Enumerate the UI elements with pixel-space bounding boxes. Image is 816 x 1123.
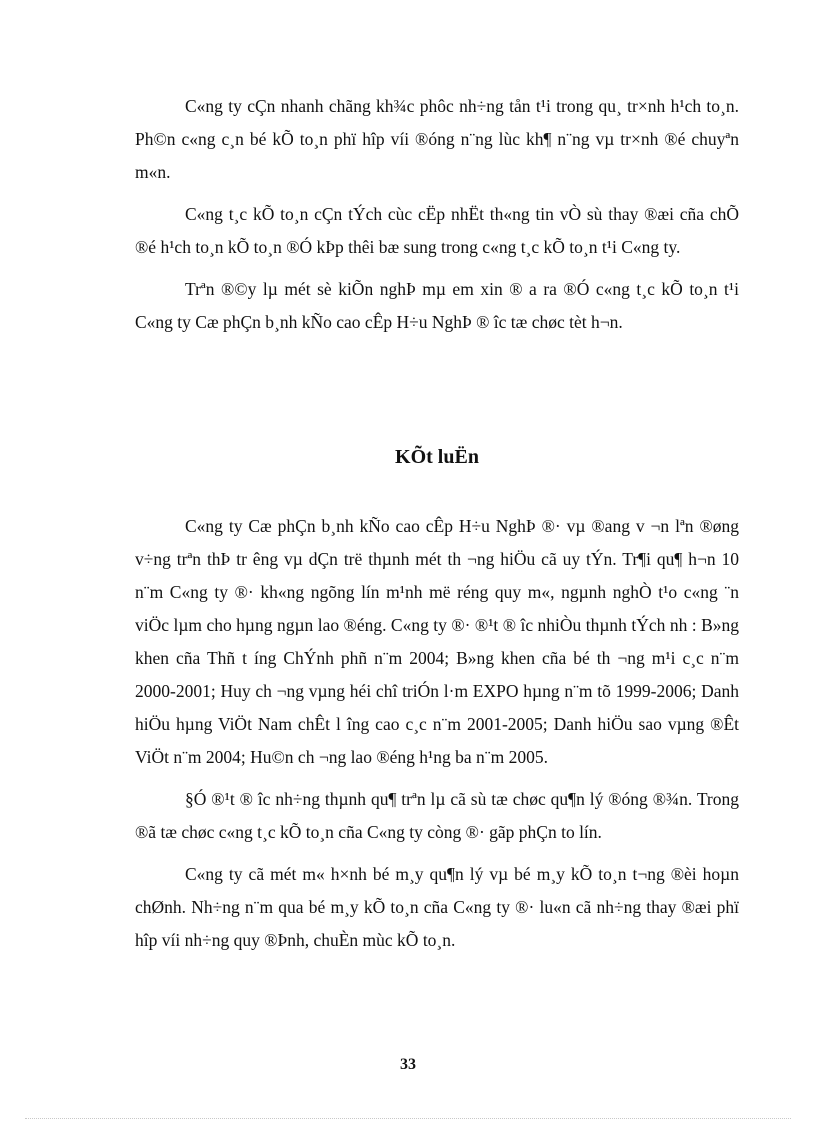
intro-section	[135, 90, 739, 348]
paragraph: Trªn ®©y lµ mét sè kiÕn nghÞ mµ em xin ® a ra ®Ó c«ng t¸c kÕ to¸n t¹i C«ng ty Cæ phÇn b¸nh kÑo cao cÊp H÷u NghÞ ® îc tæ chøc tèt h¬n.	[135, 279, 739, 332]
paragraph: C«ng ty Cæ phÇn b¸nh kÑo cao cÊp H÷u NghÞ ®· vµ ®ang v ¬n lªn ®øng v÷ng trªn thÞ tr êng vµ dÇn trë thµnh mét th ¬ng hiÖu cã uy tÝn. Tr¶i qu¶ h¬n 10 n¨m C«ng ty ®· kh«ng ngõng lín m¹nh më réng quy m«, ngµnh nghÒ t¹o c«ng ¨n viÖc lµm cho hµng ngµn lao ®éng. C«ng ty ®· ®¹t ® îc nhiÒu thµnh tÝch nh : B»ng khen cña Thñ t íng ChÝnh phñ n¨m 2004; B»ng khen cña bé th ¬ng m¹i c¸c n¨m 2000-2001; Huy ch ¬ng vµng héi chî triÓn l·m EXPO hµng n¨m tõ 1999-2006; Danh hiÖu hµng ViÖt Nam chÊt l îng cao c¸c n¨m 2001-2005; Danh hiÖu sao vµng ®Êt ViÖt n¨m 2004; Hu©n ch ¬ng lao ®éng h¹ng ba n¨m 2005.	[135, 516, 739, 767]
conclusion-section	[135, 510, 739, 966]
paragraph: C«ng t¸c kÕ to¸n cÇn tÝch cùc cËp nhËt th«ng tin vÒ sù thay ®æi cña chÕ ®é h¹ch to¸n kÕ to¸n ®Ó kÞp thêi bæ sung trong c«ng t¸c kÕ to¸n t¹i C«ng ty.	[135, 204, 739, 257]
paragraph: §Ó ®¹t ® îc nh÷ng thµnh qu¶ trªn lµ cã sù tæ chøc qu¶n lý ®óng ®¾n. Trong ®ã tæ chøc c«ng t¸c kÕ to¸n cña C«ng ty còng ®· gãp phÇn to lín.	[135, 789, 739, 842]
footer-divider	[25, 1118, 791, 1119]
section-heading: KÕt luËn	[395, 446, 479, 468]
paragraph: C«ng ty cã mét m« h×nh bé m¸y qu¶n lý vµ bé m¸y kÕ to¸n t¬ng ®èi hoµn chØnh. Nh÷ng n¨m qua bé m¸y kÕ to¸n cña C«ng ty ®· lu«n cã nh÷ng thay ®æi phï hîp víi nh÷ng quy ®Þnh, chuÈn mùc kÕ to¸n.	[135, 864, 739, 950]
paragraph: C«ng ty cÇn nhanh chãng kh¾c phôc nh÷ng tån t¹i trong qu¸ tr×nh h¹ch to¸n. Ph©n c«ng c¸n bé kÕ to¸n phï hîp víi ®óng n¨ng lùc kh¶ n¨ng vµ tr×nh ®é chuyªn m«n.	[135, 96, 739, 182]
page-number: 33	[400, 1056, 416, 1073]
